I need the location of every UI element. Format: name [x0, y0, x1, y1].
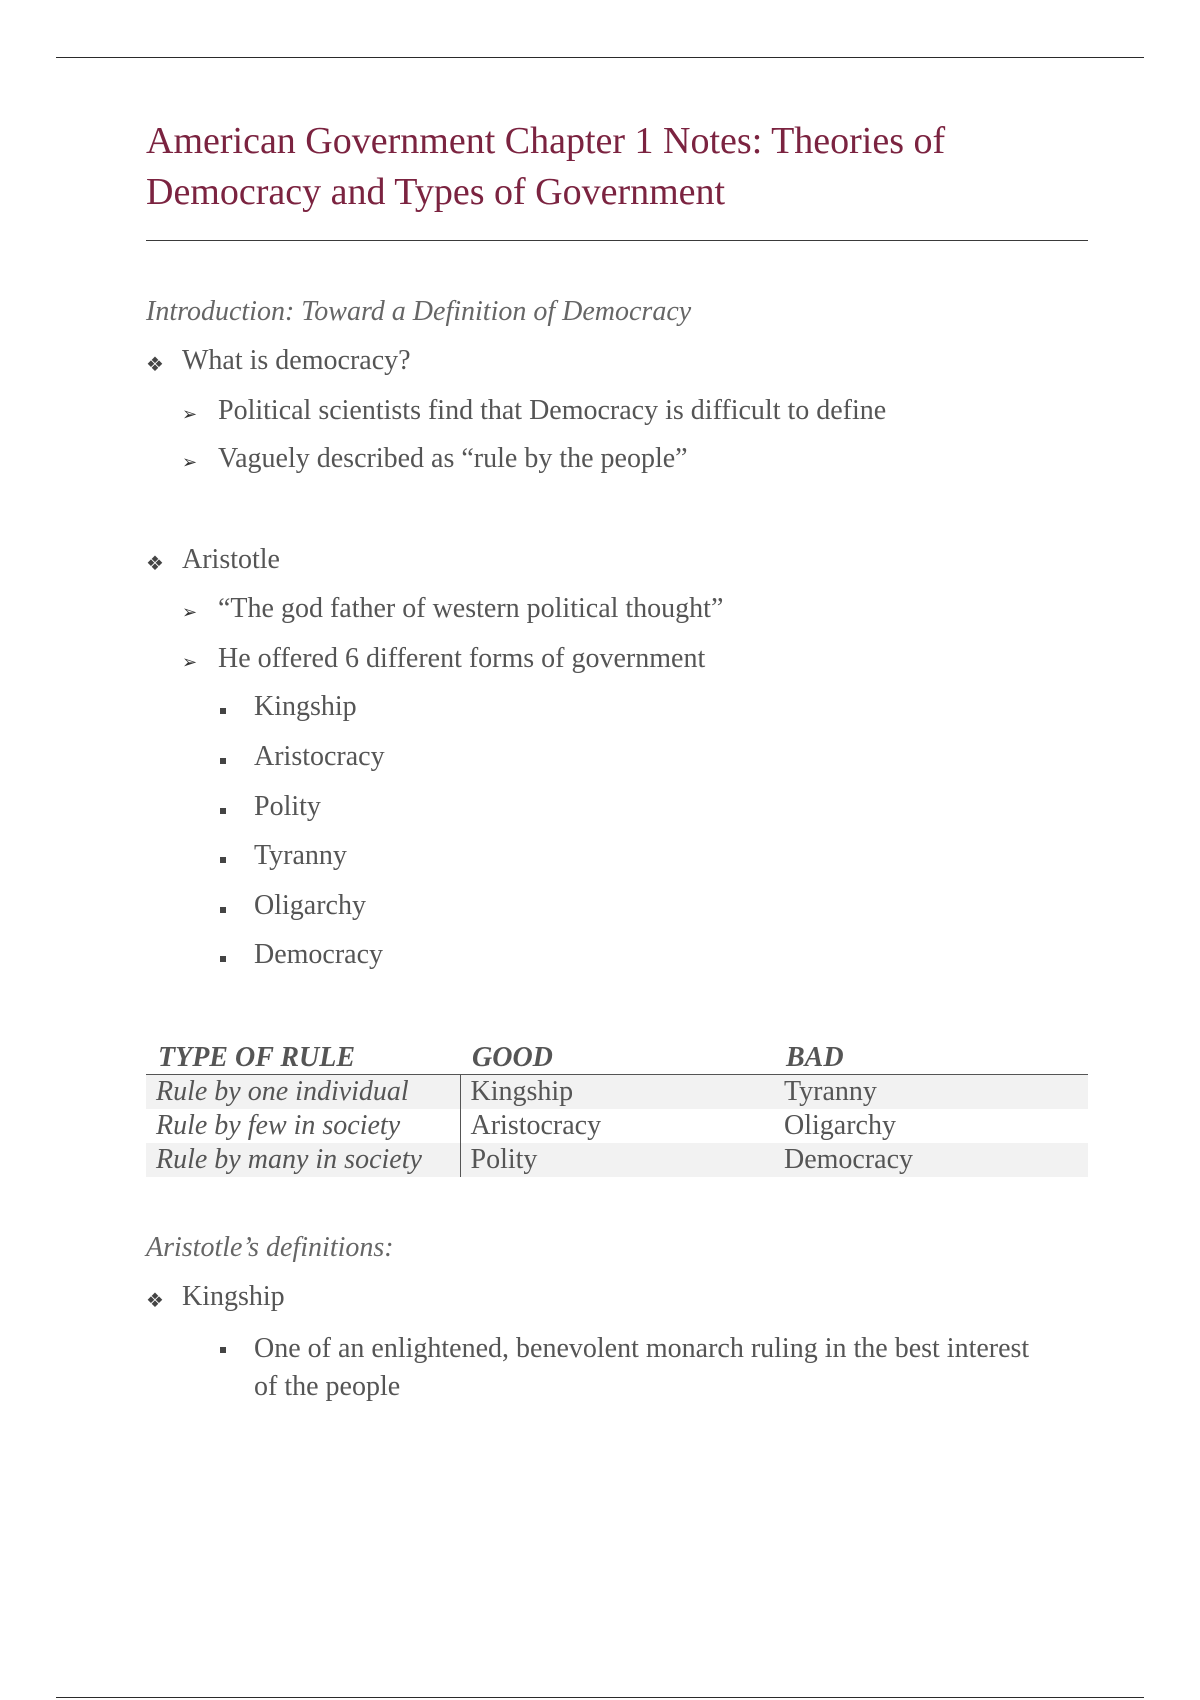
form-item: Oligarchy — [254, 890, 366, 921]
document-title: American Government Chapter 1 Notes: Theories of Democracy and Types of Government — [146, 120, 946, 213]
square-bullet-icon — [220, 956, 226, 962]
row-label: Rule by many in society — [146, 1143, 460, 1177]
arrow-bullet-icon: ➢ — [182, 652, 198, 672]
arrow-bullet-icon: ➢ — [182, 452, 198, 472]
table-row — [146, 1075, 1088, 1110]
form-item: Aristocracy — [254, 741, 385, 772]
diamond-bullet-icon: ❖ — [146, 1290, 164, 1312]
row-label: Rule by few in society — [146, 1109, 460, 1143]
definitions-heading: Aristotle’s definitions: — [146, 1232, 394, 1263]
form-item: Democracy — [254, 939, 384, 970]
form-item: Tyranny — [254, 840, 347, 871]
bad-cell: Tyranny — [774, 1075, 1088, 1110]
header-bad: BAD — [774, 1039, 1088, 1075]
point-godfather: “The god father of western political thought” — [218, 593, 724, 624]
square-bullet-icon — [220, 1347, 226, 1353]
square-bullet-icon — [220, 857, 226, 863]
form-item: Polity — [254, 791, 321, 822]
title-underline — [146, 240, 1088, 241]
square-bullet-icon — [220, 708, 226, 714]
question-democracy: What is democracy? — [182, 345, 411, 376]
square-bullet-icon — [220, 907, 226, 913]
bad-cell: Oligarchy — [784, 1110, 896, 1141]
bad-cell: Democracy — [774, 1143, 1088, 1177]
diamond-bullet-icon: ❖ — [146, 354, 164, 376]
table-row — [146, 1143, 1088, 1177]
arrow-bullet-icon: ➢ — [182, 404, 198, 424]
point-difficult-define: Political scientists find that Democracy is difficult to define — [218, 395, 887, 426]
row-label: Rule by one individual — [146, 1075, 460, 1110]
good-cell: Kingship — [460, 1075, 774, 1110]
good-cell: Aristocracy — [470, 1110, 602, 1141]
table-row — [146, 1109, 1088, 1143]
table-header-row — [146, 1039, 1088, 1075]
definition-kingship-text: One of an enlightened, benevolent monarch ruling in the best interest of the people — [254, 1333, 1030, 1402]
good-cell: Polity — [460, 1143, 774, 1177]
intro-heading: Introduction: Toward a Definition of Democracy — [146, 296, 692, 327]
point-rule-by-people: Vaguely described as “rule by the people” — [218, 443, 688, 474]
page-bottom-rule — [56, 1697, 1144, 1698]
aristotle-heading: Aristotle — [182, 544, 280, 575]
rule-types-table — [146, 1039, 1088, 1177]
square-bullet-icon — [220, 808, 226, 814]
definition-kingship-label: Kingship — [182, 1281, 285, 1312]
header-type-of-rule: TYPE OF RULE — [146, 1039, 460, 1075]
point-six-forms: He offered 6 different forms of government — [218, 643, 706, 674]
diamond-bullet-icon: ❖ — [146, 553, 164, 575]
form-item: Kingship — [254, 691, 357, 722]
square-bullet-icon — [220, 758, 226, 764]
arrow-bullet-icon: ➢ — [182, 602, 198, 622]
header-good: GOOD — [460, 1039, 774, 1075]
page-top-rule — [56, 57, 1144, 58]
